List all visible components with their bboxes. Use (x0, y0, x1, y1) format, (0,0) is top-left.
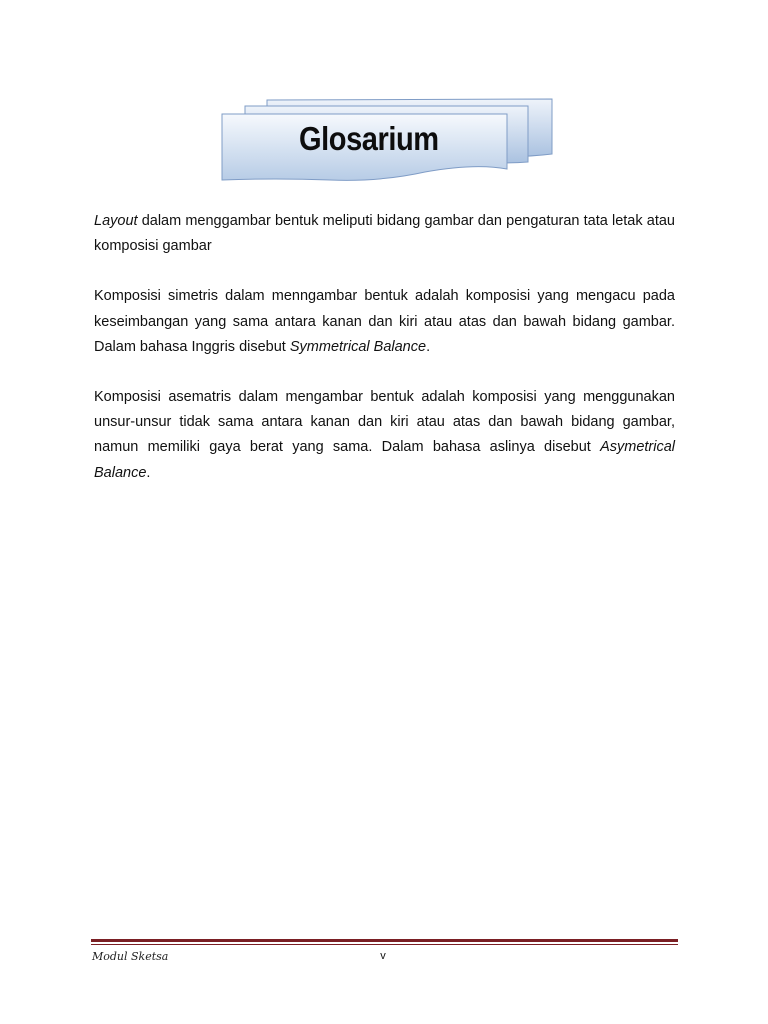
entry-definition: dalam menggambar bentuk meliputi bidang gambar dan pengaturan tata letak atau komposisi gambar (94, 213, 675, 255)
entry-term: Layout (94, 213, 138, 229)
entry-end: . (146, 464, 151, 481)
glossary-entry-asymmetrical (94, 385, 675, 486)
entry-end: . (426, 338, 431, 355)
entry-definition: Komposisi asematris dalam mengambar bentuk adalah komposisi yang menggunakan unsur-unsur tidak sama antara kanan dan kiri atau atas dan bawah bidang gambar, namun memiliki gaya berat yang sama. Dalam bahasa aslinya disebut (94, 389, 675, 456)
page-number: v (380, 950, 386, 962)
glossary-entry-layout (94, 209, 675, 259)
footer-module-name: Modul Sketsa (92, 950, 169, 963)
glossary-banner (220, 96, 556, 188)
footer-rule-thin (91, 944, 678, 945)
entry-term: Asymetrical Balance (94, 439, 675, 481)
glossary-content (94, 209, 675, 511)
glossary-entry-symmetrical (94, 284, 675, 360)
footer-rule (91, 939, 678, 945)
entry-definition: Komposisi simetris dalam menngambar bentuk adalah komposisi yang mengacu pada keseimbangan yang sama antara kanan dan kiri atau atas dan bawah bidang gambar. Dalam bahasa Inggris disebut (94, 288, 675, 355)
entry-term: Symmetrical Balance (289, 338, 427, 355)
page-title: Glosarium (299, 120, 439, 157)
footer-rule-thick (91, 939, 678, 942)
